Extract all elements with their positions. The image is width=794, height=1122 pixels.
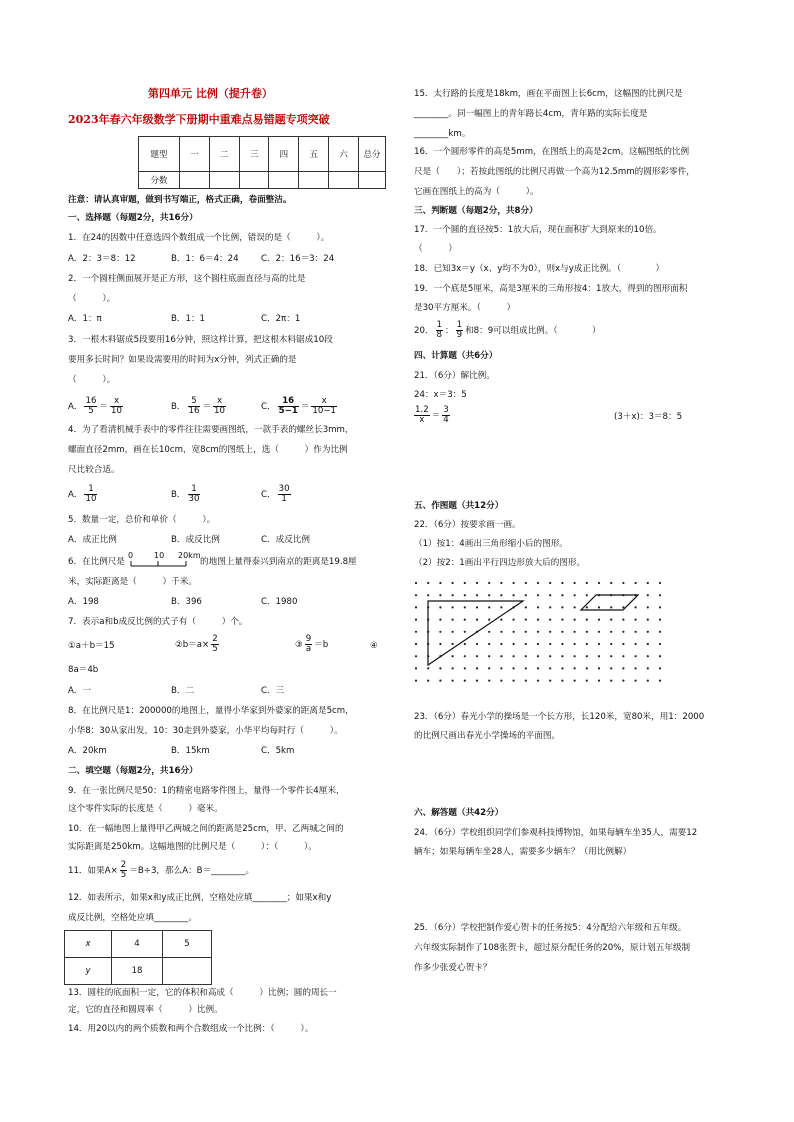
score-col-3: 三	[239, 137, 269, 172]
grid-dot	[561, 582, 563, 584]
grid-dot	[598, 631, 600, 633]
q10-stem: 10．在一幅地图上量得甲乙两城之间的距离是25cm，甲、乙两城之间的	[68, 824, 344, 834]
q3-stem: 3．一根木料锯成5段要用16分钟，照这样计算，把这根木料锯成10段	[68, 335, 333, 345]
q8-option-b: B．15km	[171, 746, 210, 756]
q7-choice-2: ②b＝a× $\frac{2}{5}$	[175, 634, 218, 654]
grid-dot	[488, 606, 490, 608]
grid-dot	[525, 655, 527, 657]
q4-option-a: A． $\frac{1}{10}$	[68, 484, 97, 504]
grid-dot	[488, 655, 490, 657]
q7-choice-1: ①a＋b＝15	[68, 641, 115, 651]
grid-dot	[415, 655, 417, 657]
grid-dot	[537, 655, 539, 657]
q8-stem: 8．在比例尺是1：200000的地图上，量得小华家到外婆家的距离是5cm，	[68, 706, 354, 716]
q15-stem: 15．太行路的长度是18km，画在平面图上长6cm，这幅图的比例尺是	[414, 89, 683, 99]
q22-part-2: （2）按2：1画出平行四边形放大后的图形。	[414, 558, 586, 568]
section-1-title: 一、选择题（每题2分，共16分）	[68, 213, 198, 223]
grid-dot	[415, 594, 417, 596]
grid-dot	[427, 582, 429, 584]
grid-dot	[488, 680, 490, 682]
xy-y-label: y	[65, 958, 112, 985]
grid-dot	[439, 606, 441, 608]
grid-dot	[647, 606, 649, 608]
grid-dot	[622, 643, 624, 645]
q1-stem: 1．在24的因数中任意选四个数组成一个比例，错误的是（ ）。	[68, 233, 330, 243]
q8-option-a: A．20km	[68, 746, 107, 756]
grid-dot	[525, 594, 527, 596]
grid-dot	[610, 606, 612, 608]
xy-y-1: 18	[112, 958, 163, 985]
q10-stem-2: 实际距离是250km。这幅地图的比例尺是（ ）：（ ）。	[68, 842, 317, 852]
grid-dot	[549, 667, 551, 669]
q6-option-b: B．396	[171, 597, 202, 607]
grid-dot	[574, 619, 576, 621]
grid-dot	[598, 643, 600, 645]
grid-dot	[659, 643, 661, 645]
grid-dot	[647, 631, 649, 633]
q6-option-c: C．1980	[261, 597, 298, 607]
notice: 注意：请认真审题，做到书写端正，格式正确，卷面整洁。	[68, 195, 292, 205]
grid-dot	[525, 606, 527, 608]
grid-dot	[513, 680, 515, 682]
grid-dot	[622, 680, 624, 682]
q15-stem-2: ________。同一幅图上的青年路长4cm，青年路的实际长度是	[414, 109, 648, 119]
q4-stem: 4．为了看清机械手表中的零件往往需要画图纸，一款手表的螺丝长3mm，	[68, 425, 354, 435]
dot-grid	[408, 575, 668, 683]
score-col-2: 二	[209, 137, 239, 172]
q19-stem-2: 是30平方厘米。（ ）	[414, 303, 516, 313]
grid-dot	[647, 667, 649, 669]
grid-dot	[415, 643, 417, 645]
grid-dot	[439, 619, 441, 621]
grid-dot	[439, 631, 441, 633]
grid-dot	[476, 619, 478, 621]
equation-1: 24：x＝3：5	[414, 390, 467, 400]
grid-dot	[500, 643, 502, 645]
q21-stem: 21．（6分）解比例。	[414, 371, 495, 381]
score-col-5: 五	[299, 137, 329, 172]
grid-dot	[561, 631, 563, 633]
triangle-figure	[428, 601, 523, 665]
grid-dot	[598, 680, 600, 682]
grid-dot	[622, 582, 624, 584]
grid-dot	[610, 631, 612, 633]
q3-stem-3: （ ）。	[68, 375, 116, 385]
scale-bar	[128, 550, 201, 563]
grid-dot	[525, 619, 527, 621]
xy-table	[64, 930, 212, 985]
grid-dot	[476, 643, 478, 645]
grid-dot	[659, 631, 661, 633]
grid-dot	[598, 667, 600, 669]
grid-dot	[647, 655, 649, 657]
grid-dot	[635, 606, 637, 608]
grid-dot	[610, 655, 612, 657]
page-title: 第四单元 比例（提升卷）	[148, 87, 273, 100]
grid-dot	[635, 631, 637, 633]
grid-dot	[537, 643, 539, 645]
grid-dot	[476, 680, 478, 682]
score-table	[138, 136, 386, 189]
grid-dot	[427, 594, 429, 596]
grid-dot	[574, 631, 576, 633]
grid-dot	[659, 667, 661, 669]
grid-dot	[488, 594, 490, 596]
grid-dot	[622, 655, 624, 657]
grid-dot	[586, 631, 588, 633]
grid-dot	[586, 619, 588, 621]
page-subtitle: 2023年春六年级数学下册期中重难点易错题专项突破	[68, 113, 330, 126]
q2-option-c: C．2π：1	[261, 314, 301, 324]
q2-option-a: A．1：π	[68, 314, 102, 324]
grid-dot	[574, 655, 576, 657]
grid-dot	[513, 667, 515, 669]
grid-dot	[586, 594, 588, 596]
grid-dot	[561, 619, 563, 621]
q5-option-a: A．成正比例	[68, 535, 117, 545]
grid-dot	[500, 594, 502, 596]
xy-x-label: x	[65, 931, 112, 958]
score-col-6: 六	[329, 137, 359, 172]
grid-dot	[464, 582, 466, 584]
grid-dot	[464, 655, 466, 657]
scale-bar-line	[128, 560, 198, 568]
q4-option-b: B． $\frac{1}{30}$	[171, 484, 200, 504]
grid-dot	[598, 619, 600, 621]
q25-stem-2: 六年级实际制作了108张贺卡，超过原分配任务的20%，原计划五年级制	[414, 943, 691, 953]
grid-dot	[513, 655, 515, 657]
grid-dot	[464, 680, 466, 682]
score-col-type: 题型	[139, 137, 180, 172]
q14-stem: 14．用20以内的两个质数和两个合数组成一个比例：（ ）。	[68, 1024, 314, 1034]
q1-option-a: A．2：3＝8：12	[68, 254, 136, 264]
grid-dot	[635, 619, 637, 621]
grid-dot	[598, 582, 600, 584]
grid-dot	[415, 582, 417, 584]
grid-dot	[647, 594, 649, 596]
grid-dot	[537, 582, 539, 584]
grid-dot	[586, 582, 588, 584]
grid-dot	[439, 582, 441, 584]
grid-dot	[500, 667, 502, 669]
grid-dot	[622, 631, 624, 633]
grid-dot	[439, 643, 441, 645]
grid-dot	[549, 631, 551, 633]
score-col-4: 四	[269, 137, 299, 172]
grid-dot	[622, 667, 624, 669]
grid-dot	[513, 631, 515, 633]
section-3-title: 三、判断题（每题2分，共8分）	[414, 206, 538, 216]
grid-dot	[500, 631, 502, 633]
q2-stem: 2．一个圆柱侧面展开是正方形，这个圆柱底面直径与高的比是	[68, 274, 306, 284]
q6-stem-pre: 6．在比例尺是	[68, 557, 126, 567]
grid-dot	[488, 643, 490, 645]
q12-stem: 12．如表所示，如果x和y成正比例，空格处应填________；如果x和y	[68, 893, 332, 903]
grid-dot	[537, 667, 539, 669]
q5-stem: 5．数量一定，总价和单价（ ）。	[68, 515, 216, 525]
grid-dot	[476, 606, 478, 608]
grid-dot	[525, 680, 527, 682]
scale-label-20km: 20km	[178, 551, 201, 560]
q8-option-c: C．5km	[261, 746, 295, 756]
grid-dot	[476, 594, 478, 596]
grid-dot	[586, 606, 588, 608]
grid-dot	[525, 667, 527, 669]
q6-option-a: A．198	[68, 597, 99, 607]
grid-dot	[647, 643, 649, 645]
grid-dot	[635, 680, 637, 682]
grid-dot	[586, 667, 588, 669]
q2-option-b: B．1：1	[171, 314, 206, 324]
q24-stem-2: 辆车；如果每辆车坐28人，需要多少辆车？（用比例解）	[414, 847, 632, 857]
q6-stem-2: 米，实际距离是（ ）千米。	[68, 577, 197, 587]
grid-dot	[464, 619, 466, 621]
q1-option-b: B．1：6＝4：24	[171, 254, 239, 264]
section-4-title: 四、计算题（共6分）	[414, 351, 498, 361]
grid-dot	[500, 680, 502, 682]
score-col-total: 总分	[359, 137, 386, 172]
grid-dot	[574, 667, 576, 669]
grid-dot	[439, 594, 441, 596]
q7-stem: 7．表示a和b成反比例的式子有（ ）个。	[68, 617, 248, 627]
grid-dot	[537, 619, 539, 621]
q7-option-b: B．二	[171, 686, 195, 696]
grid-dot	[452, 631, 454, 633]
q7-choice-4-marker: ④	[370, 641, 378, 651]
q22-stem: 22．（6分）按要求画一画。	[414, 520, 521, 530]
q16-stem-2: 尺是（ ）；若按此图纸的比例尺再做一个高为12.5mm的圆形彩零件，	[414, 167, 695, 177]
grid-dot	[415, 619, 417, 621]
grid-dot	[488, 667, 490, 669]
grid-dot	[464, 631, 466, 633]
q16-stem-3: 它画在图纸上的高为（ ）。	[414, 187, 539, 197]
q9-stem-2: 这个零件实际的长度是（ ）毫米。	[68, 804, 223, 814]
q18-stem: 18．已知3x＝y（x、y均不为0），则x与y成正比例。（ ）	[414, 264, 665, 274]
grid-dot	[635, 582, 637, 584]
grid-dot	[586, 680, 588, 682]
grid-dot	[574, 594, 576, 596]
q3-option-b: B． $\frac{5}{16}$ ＝ $\frac{x}{10}$	[171, 396, 225, 416]
q7-choice-4: 8a＝4b	[68, 665, 99, 675]
section-5-title: 五、作图题（共12分）	[414, 501, 504, 511]
q20-stem: 20． $\frac{1}{8}$ ： $\frac{1}{9}$ 和8：9可以组成比例。（ ）	[414, 320, 601, 340]
grid-dot	[659, 619, 661, 621]
grid-dot	[610, 619, 612, 621]
q22-part-1: （1）按1：4画出三角形缩小后的图形。	[414, 539, 568, 549]
q3-stem-2: 要用多长时间？如果设需要用的时间为x分钟，列式正确的是	[68, 355, 297, 365]
grid-dot	[415, 680, 417, 682]
grid-dot	[439, 667, 441, 669]
grid-dot	[549, 655, 551, 657]
grid-dot	[476, 667, 478, 669]
grid-dot	[476, 582, 478, 584]
scale-label-10: 10	[154, 551, 165, 560]
q25-stem-3: 作多少张爱心贺卡？	[414, 963, 492, 973]
grid-dot	[513, 594, 515, 596]
grid-dot	[610, 667, 612, 669]
q5-option-b: B．成反比例	[171, 535, 220, 545]
grid-dot	[452, 594, 454, 596]
q12-stem-2: 成反比例，空格处应填________。	[68, 913, 197, 923]
q5-option-c: C．成反比例	[261, 535, 310, 545]
parallelogram-figure	[581, 595, 638, 610]
section-6-title: 六、解答题（共42分）	[414, 808, 504, 818]
q25-stem: 25．（6分）学校把制作爱心贺卡的任务按5：4分配给六年级和五年级。	[414, 923, 687, 933]
score-row-label: 分数	[139, 172, 180, 189]
grid-dot	[427, 667, 429, 669]
grid-dot	[500, 582, 502, 584]
q13-stem: 13．圆柱的底面积一定，它的体积和高成（ ）比例；圆的周长一	[68, 988, 337, 998]
grid-dot	[415, 631, 417, 633]
scale-label-0: 0	[128, 551, 134, 560]
grid-dot	[574, 606, 576, 608]
grid-dot	[488, 631, 490, 633]
grid-dot	[513, 582, 515, 584]
grid-dot	[635, 643, 637, 645]
q7-option-a: A．一	[68, 686, 92, 696]
q24-stem: 24．（6分）学校组织同学们参观科技博物馆，如果每辆车坐35人，需要12	[414, 828, 698, 838]
grid-dot	[452, 582, 454, 584]
grid-dot	[488, 582, 490, 584]
grid-dot	[549, 680, 551, 682]
grid-dot	[537, 606, 539, 608]
q6-stem-post: 的地图上量得泰兴到南京的距离是19.8厘	[200, 557, 357, 567]
grid-dot	[452, 643, 454, 645]
grid-dot	[415, 606, 417, 608]
grid-dot	[561, 643, 563, 645]
grid-dot	[427, 680, 429, 682]
grid-dot	[500, 619, 502, 621]
grid-dot	[452, 606, 454, 608]
grid-dot	[659, 594, 661, 596]
grid-dot	[525, 631, 527, 633]
q19-stem: 19．一个底是5厘米，高是3厘米的三角形按4：1放大，得到的图形面积	[414, 284, 688, 294]
equation-3: (3＋x)：3＝8：5	[614, 412, 683, 422]
q4-option-c: C． $\frac{30}{1}$	[261, 484, 290, 504]
grid-dot	[659, 680, 661, 682]
grid-dot	[647, 582, 649, 584]
q23-stem: 23．（6分）春光小学的操场是一个长方形，长120米，宽80米，用1：2000	[414, 712, 705, 722]
grid-dot	[574, 643, 576, 645]
grid-dot	[513, 643, 515, 645]
grid-dot	[415, 667, 417, 669]
section-2-title: 二、填空题（每题2分，共16分）	[68, 766, 198, 776]
grid-dot	[561, 667, 563, 669]
q23-stem-2: 的比例尺画出春光小学操场的平面图。	[414, 731, 561, 741]
grid-dot	[647, 680, 649, 682]
q17-stem-2: （ ）	[414, 244, 457, 254]
equation-2: $\frac{1.2}{x}$ ＝ $\frac{3}{4}$	[415, 405, 449, 425]
q2-stem-2: （ ）。	[68, 294, 116, 304]
q4-stem-3: 尺比较合适。	[68, 465, 120, 475]
grid-dot	[586, 655, 588, 657]
grid-dot	[525, 643, 527, 645]
grid-dot	[574, 680, 576, 682]
grid-dot	[439, 680, 441, 682]
q7-choice-3: ③ $\frac{9}{a}$ ＝b	[295, 634, 329, 654]
q16-stem: 16．一个圆形零件的高是5mm，在图纸上的高是2cm。这幅图纸的比例	[414, 147, 690, 157]
grid-dot	[561, 655, 563, 657]
grid-dot	[635, 655, 637, 657]
grid-dot	[525, 582, 527, 584]
q8-stem-2: 小华8：30从家出发，10：30走到外婆家，小华平均每时行（ ）。	[68, 726, 343, 736]
q15-stem-3: ________km。	[414, 129, 471, 139]
score-col-1: 一	[180, 137, 210, 172]
grid-dot	[561, 606, 563, 608]
grid-dot	[549, 643, 551, 645]
q17-stem: 17．一个圆的直径按5：1放大后，现在面积扩大到原来的10倍。	[414, 225, 662, 235]
grid-dot	[452, 655, 454, 657]
grid-dot	[537, 594, 539, 596]
q7-option-c: C．三	[261, 686, 285, 696]
grid-dot	[610, 680, 612, 682]
grid-dot	[549, 582, 551, 584]
grid-dot	[537, 680, 539, 682]
q4-stem-2: 螺面直径2mm，画在长10cm，宽8cm的图纸上，选（ ）作为比例	[68, 445, 348, 455]
xy-x-1: 4	[112, 931, 163, 958]
grid-dot	[476, 655, 478, 657]
grid-dot	[464, 606, 466, 608]
grid-dot	[464, 667, 466, 669]
grid-dot	[647, 619, 649, 621]
grid-dot	[452, 667, 454, 669]
grid-dot	[561, 594, 563, 596]
grid-dot	[452, 619, 454, 621]
grid-dot	[574, 582, 576, 584]
grid-dot	[549, 606, 551, 608]
grid-dot	[513, 619, 515, 621]
q9-stem: 9．在一张比例尺是50：1的精密电路零件图上，量得一个零件长4厘米，	[68, 786, 345, 796]
grid-dot	[635, 667, 637, 669]
xy-x-2: 5	[163, 931, 212, 958]
grid-dot	[500, 606, 502, 608]
grid-dot	[549, 594, 551, 596]
grid-dot	[464, 594, 466, 596]
grid-dot	[561, 680, 563, 682]
grid-dot	[488, 619, 490, 621]
xy-y-2-blank	[163, 958, 212, 985]
grid-dot	[537, 631, 539, 633]
grid-dot	[659, 655, 661, 657]
grid-dot	[610, 643, 612, 645]
q3-option-a: A． $\frac{16}{5}$ ＝ $\frac{x}{10}$	[68, 396, 122, 416]
q3-option-c: C． $\frac{16}{5-1}$ ＝ $\frac{x}{10-1}$	[261, 396, 336, 416]
grid-dot	[452, 680, 454, 682]
grid-dot	[659, 606, 661, 608]
grid-dot	[549, 619, 551, 621]
q11-stem: 11．如果A× $\frac{2}{5}$ ＝B÷3，那么A：B＝________。	[68, 860, 255, 880]
grid-dot	[598, 606, 600, 608]
q1-option-c: C．2：16＝3：24	[261, 254, 335, 264]
grid-dot	[659, 582, 661, 584]
grid-dot	[586, 643, 588, 645]
grid-dot	[500, 655, 502, 657]
grid-dot	[610, 582, 612, 584]
grid-dot	[464, 643, 466, 645]
grid-dot	[598, 655, 600, 657]
grid-dot	[622, 619, 624, 621]
q13-stem-2: 定，它的直径和圆周率（ ）比例。	[68, 1005, 223, 1015]
